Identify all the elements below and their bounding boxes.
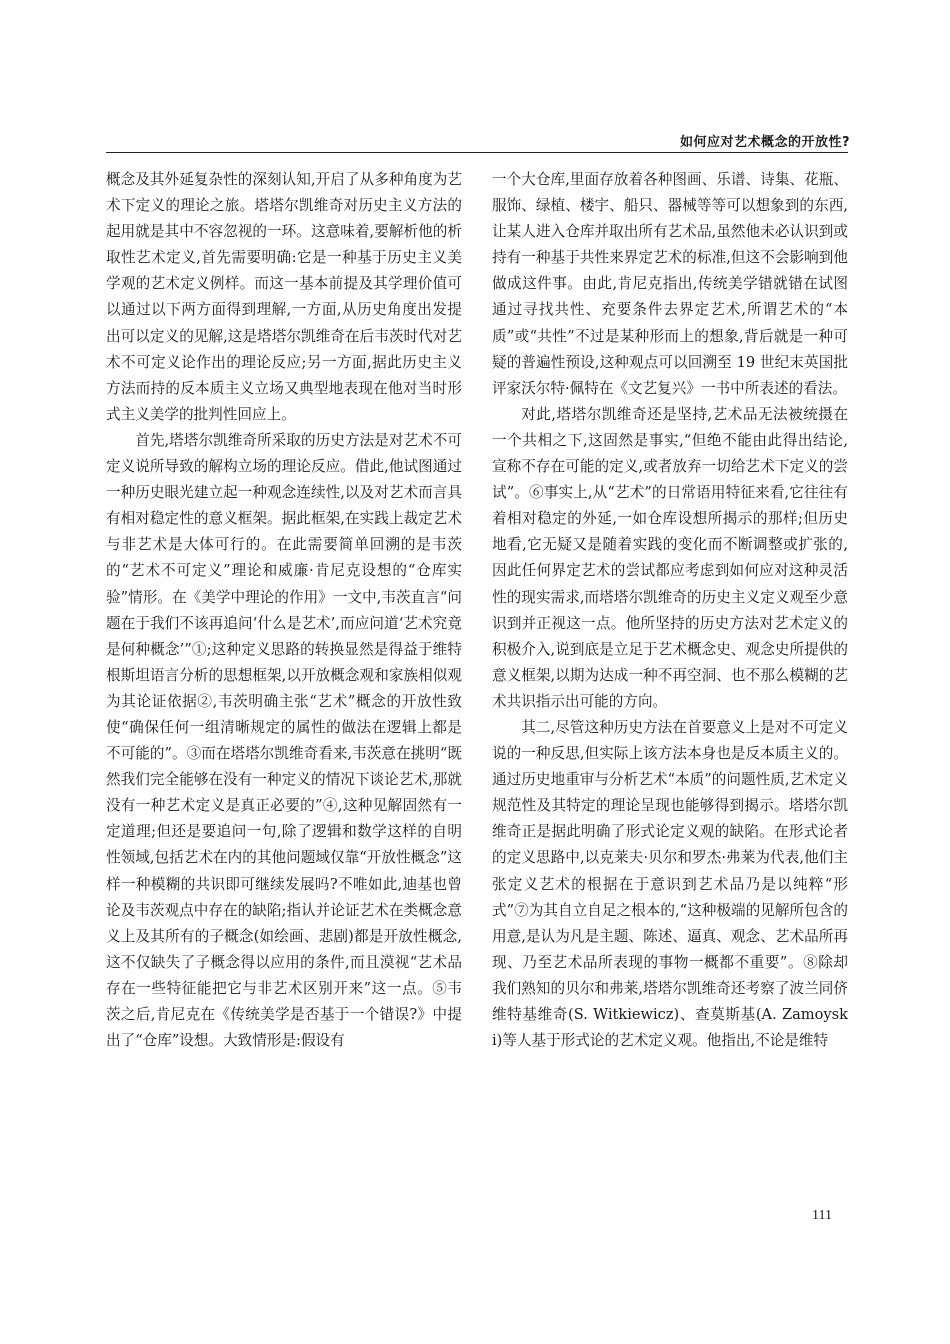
header-divider [106,152,848,153]
paragraph: 一个大仓库,里面存放着各种图画、乐谱、诗集、花瓶、服饰、绿植、楼宇、船只、器械等等可以想象到的东西,让某人进入仓库并取出所有艺术品,虽然他未必认识到或持有一种基于共性来界定艺术的标准,但这不会影响到他做成这件事。由此,肯尼克指出,传统美学错就错在试图通过寻找共性、充要条件去界定艺术,所谓艺术的“本质”或“共性”不过是某种形而上的想象,背后就是一种可疑的普遍性预设,这种观点可以回溯至 19 世纪末英国批评家沃尔特·佩特在《文艺复兴》一书中所表述的看法。 [492,171,848,397]
right-column [492,167,848,1054]
page-number: 111 [812,1208,832,1223]
running-header: 如何应对艺术概念的开放性? [679,135,850,150]
paragraph: 概念及其外延复杂性的深刻认知,开启了从多种角度为艺术下定义的理论之旅。塔塔尔凯维奇对历史主义方法的起用就是其中不容忽视的一环。这意味着,要解析他的析取性艺术定义,首先需要明确:它是一种基于历史主义美学观的艺术定义例样。而这一基本前提及其学理价值可以通过以下两方面得到理解,一方面,从历史角度出发提出可以定义的见解,这是塔塔尔凯维奇在后韦茨时代对艺术不可定义论作出的理论反应;另一方面,据此历史主义方法而持的反本质主义立场又典型地表现在他对当时形式主义美学的批判性回应上。 [106,171,462,423]
paragraph: 对此,塔塔尔凯维奇还是坚持,艺术品无法被统摄在一个共相之下,这固然是事实,“但绝不能由此得出结论,宣称不存在可能的定义,或者放弃一切给艺术下定义的尝试”。⑥事实上,从“艺术”的日常语用特征来看,它往往有着相对稳定的外延,一如仓库设想所揭示的那样;但历史地看,它无疑又是随着实践的变化而不断调整或扩张的,因此任何界定艺术的尝试都应考虑到如何应对这种灵活性的现实需求,而塔塔尔凯维奇的历史主义定义观至少意识到并正视这一点。他所坚持的历史方法对艺术定义的积极介入,说到底是立足于艺术概念史、观念史所提供的意义框架,以期为达成一种不再空洞、也不那么模糊的艺术共识指示出可能的方向。 [492,405,848,710]
paragraph: 首先,塔塔尔凯维奇所采取的历史方法是对艺术不可定义说所导致的解构立场的理论反应。借此,他试图通过一种历史眼光建立起一种观念连续性,以及对艺术而言具有相对稳定性的意义框架。据此框架,在实践上裁定艺术与非艺术是大体可行的。在此需要简单回溯的是韦茨的“艺术不可定义”理论和威廉·肯尼克设想的“仓库实验”情形。在《美学中理论的作用》一文中,韦茨直言“问题在于我们不该再追问‘什么是艺术’,而应问道‘艺术究竟是何种概念’”①;这种定义思路的转换显然是得益于维特根斯坦语言分析的思想框架,以开放概念观和家族相似观为其论证依据②,韦茨明确主张“艺术”概念的开放性致使“确保任何一组清晰规定的属性的做法在逻辑上都是不可能的”。③而在塔塔尔凯维奇看来,韦茨意在挑明“既然我们完全能够在没有一种定义的情况下谈论艺术,那就没有一种艺术定义是真正必要的”④,这种见解固然有一定道理;但还是要追问一句,除了逻辑和数学这样的自明性领域,包括艺术在内的其他问题域仅靠“开放性概念”这样一种模糊的共识即可继续发展吗?不唯如此,迪基也曾论及韦茨观点中存在的缺陷;指认并论证艺术在类概念意义上及其所有的子概念(如绘画、悲剧)都是开放性概念,这不仅缺失了子概念得以应用的条件,而且漠视“艺术品存在一些特征能把它与非艺术区别开来”这一点。⑤韦茨之后,肯尼克在《传统美学是否基于一个错误?》中提出了“仓库”设想。大致情形是:假设有 [106,431,462,1050]
left-column [106,167,462,1054]
paragraph: 其二,尽管这种历史方法在首要意义上是对不可定义说的一种反思,但实际上该方法本身也是反本质主义的。通过历史地重审与分析艺术“本质”的问题性质,艺术定义规范性及其特定的理论呈现也能够得到揭示。塔塔尔凯维奇正是据此明确了形式论定义观的缺陷。在形式论者的定义思路中,以克莱夫·贝尔和罗杰·弗莱为代表,他们主张定义艺术的根据在于意识到艺术品乃是以纯粹“形式”⑦为其自立自足之根本的,“这种极端的见解所包含的用意,是认为凡是主题、陈述、逼真、观念、艺术品所再现、乃至艺术品所表现的事物一概都不重要”。⑧除却我们熟知的贝尔和弗莱,塔塔尔凯维奇还考察了波兰同侪维特基维奇(S. Witkiewicz)、查莫斯基(A. Zamoyski)等人基于形式论的艺术定义观。他指出,不论是维特 [492,718,848,1050]
